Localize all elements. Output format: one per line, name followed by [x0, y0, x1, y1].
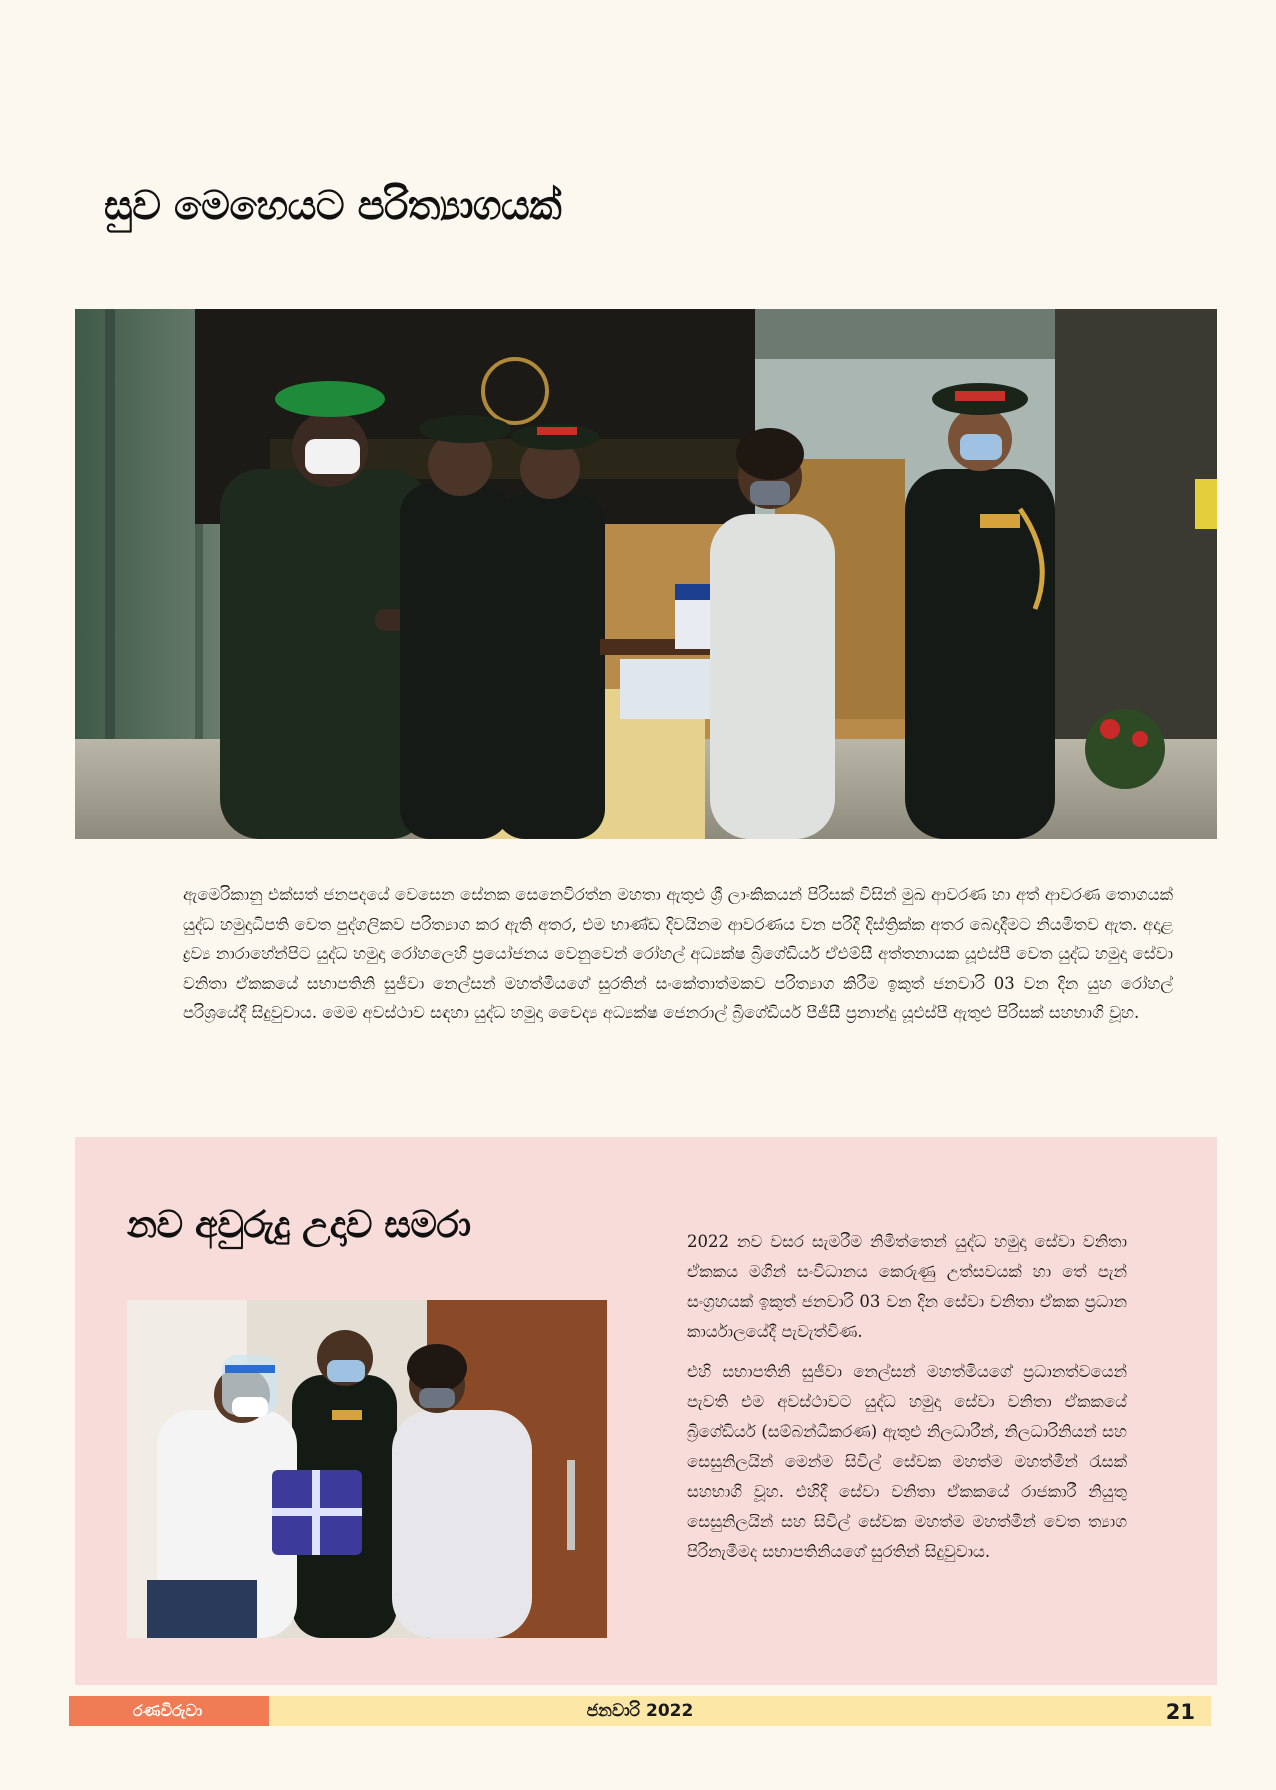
section-body: [687, 1227, 1127, 1577]
new-year-section: [75, 1137, 1217, 1685]
section-title: නව අවුරුදු උදාව සමරා: [127, 1203, 471, 1246]
article-body: ඇමෙරිකානු එක්සත් ජනපදයේ වෙසෙන සේනක සෙනෙවිරත්න මහතා ඇතුළු ශ්‍රී ලාංකිකයන් පිරිසක් විසින් මුඛ ආවරණ හා අත් ආවරණ තොගයක් යුද්ධ හමුදාධිපති වෙත පුද්ගලිකව පරිත්‍යාග කර ඇති අතර, එම භාණ්ඩ දිවයිනම ආවරණය වන පරිදි දිස්ත්‍රික්ක අතර බෙදාදීමට නියමිතව ඇත. අදාළ ද්‍රව්‍ය නාරාහේන්පිට යුද්ධ හමුදා රෝහලෙහි ප්‍රයෝජනය වෙනුවෙන් රෝහල් අධ්‍යක්ෂ බ්‍රිගේඩියර් ඒඑම්සී අත්තනායක යූඑස්පී වෙත යුද්ධ හමුදා සේවා වනිතා ඒකකයේ සභාපතිනි සුජීවා නෙල්සන් මහත්මියගේ සුරතින් සංකේතාත්මකව පරිත්‍යාග කිරීම ඉකුත් ජනවාරි 03 වන දින යුහ රෝහල් පරිශ්‍රයේදී සිදුවුවාය. මෙම අවස්ථාව සඳහා යුද්ධ හමුදා වෛද්‍ය අධ්‍යක්ෂ ජෙනරාල් බ්‍රිගේඩියර් පීජීසී ප්‍රනාන්දු යූඑස්පී ඇතුළු පිරිසක් සහභාගි වූහ.: [183, 885, 1173, 1022]
paragraph: 2022 නව වසර සැමරීම නිමිත්තෙන් යුද්ධ හමුදා සේවා වනිතා ඒකකය මගින් සංවිධානය කෙරුණු උත්සවයක් හා තේ පැන් සංග්‍රහයක් ඉකුත් ජනවාරි 03 වන දින සේවා වනිතා ඒකක ප්‍රධාන කාර්යාලයේදී පැවැත්විණ.: [687, 1232, 1127, 1341]
gift-photo-graphic: [127, 1300, 607, 1638]
issue-date: ජනවාරි 2022: [586, 1701, 694, 1721]
donation-photo-graphic: [75, 309, 1217, 839]
page-footer: [69, 1696, 1211, 1726]
donation-ceremony-photo: [75, 309, 1217, 839]
paragraph: එහි සභාපතිනි සුජීවා නෙල්සන් මහත්මියගේ ප්‍රධානත්වයෙන් පැවති එම අවස්ථාවට යුද්ධ හමුදා සේවා වනිතා ඒකකයේ බ්‍රිගේඩියර් (සම්බන්ධීකරණ) ඇතුළු නිලධාරීන්, නිලධාරිනියන් සහ සෙසුනිලයින් මෙන්ම සිවිල් සේවක මහත්ම මහත්මීන් රැසක් සහභාගි වූහ. එහිදී සේවා වනිතා ඒකකයේ රාජකාරී නියුතු සෙසුනිලයින් සහ සිවිල් සේවක මහත්ම මහත්මීන් වෙත ත්‍යාග පිරිනැමීමද සභාපතිනියගේ සුරතින් සිදුවුවාය.: [687, 1362, 1127, 1561]
page-number: 21: [1165, 1700, 1195, 1724]
gift-presentation-photo: [127, 1300, 607, 1638]
article-title: සුව මෙහෙයට පරිත්‍යාගයක්: [104, 183, 562, 229]
magazine-name: රණවිරුවා: [69, 1696, 269, 1726]
